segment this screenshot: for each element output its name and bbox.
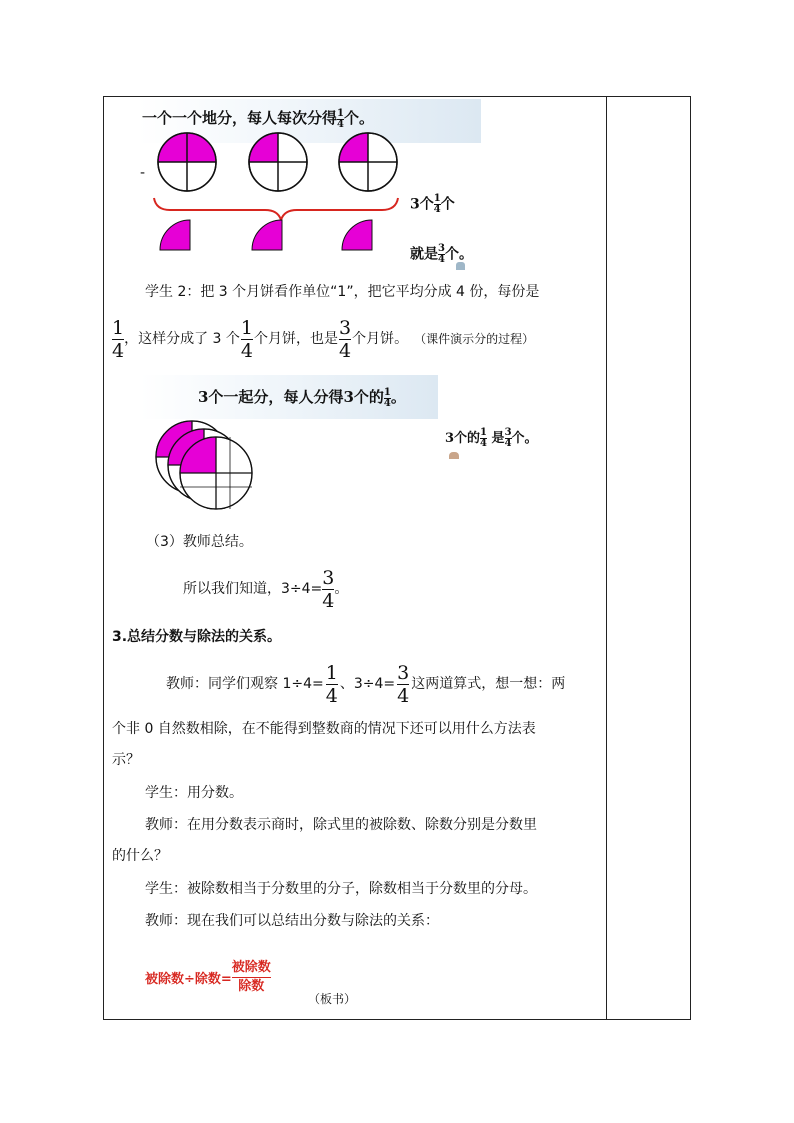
quarter-piece-1 bbox=[160, 220, 190, 250]
mooncake-3 bbox=[339, 133, 397, 191]
figure1-dash: - bbox=[140, 165, 146, 181]
teacher-question2-line1: 教师：在用分数表示商时，除式里的被除数、除数分别是分数里 bbox=[145, 817, 537, 833]
banner2-fraction: $\frac{1}{4}$ bbox=[383, 386, 391, 409]
teacher-question-line1: 教师：同学们观察 1÷4= $\frac{1}{4}$ 、3÷4= $\frac{3}{4}$ 这两道算式，想一想：两 bbox=[166, 661, 566, 707]
board-note: （板书） bbox=[308, 992, 357, 1006]
teacher-question-line2: 个非 0 自然数相除，在不能得到整数商的情况下还可以用什么方法表 bbox=[112, 721, 536, 737]
quarter-piece-3 bbox=[342, 220, 372, 250]
figure2-banner bbox=[140, 375, 438, 419]
grouping-brace bbox=[154, 198, 398, 220]
teacher-question-line3: 示？ bbox=[112, 752, 140, 768]
side-fraction-1: $\frac{1}{4}$ bbox=[480, 427, 488, 449]
fraction-three-quarters: $\frac{3}{4}$ bbox=[339, 316, 352, 362]
quarter-piece-2 bbox=[252, 220, 282, 250]
banner-fraction: $\frac{1}{4}$ bbox=[337, 107, 344, 130]
student2-line2: $\frac{1}{4}$ ，这样分成了 3 个 $\frac{1}{4}$ 个月饼，也是 $\frac{3}{4}$ 个月饼。 （课件演示分的过程） bbox=[112, 316, 535, 362]
teacher-statement: 教师：现在我们可以总结出分数与除法的关系： bbox=[145, 913, 439, 929]
figure1-banner-text: 一个一个地分，每人每次分得$\frac{1}{4}$个。 bbox=[142, 107, 374, 130]
brace-fraction: $\frac{1}{4}$ bbox=[433, 193, 441, 215]
figure2-illustration bbox=[150, 415, 280, 525]
result-fraction: $\frac{3}{4}$ bbox=[438, 243, 445, 265]
fraction-three-quarters: $\frac{3}{4}$ bbox=[397, 661, 410, 707]
brace-label: 3个$\frac{1}{4}$个 bbox=[410, 193, 455, 215]
student-answer-a: 学生：用分数。 bbox=[145, 785, 243, 801]
student-answer-b: 学生：被除数相当于分数里的分子，除数相当于分数里的分母。 bbox=[145, 881, 537, 897]
fraction-three-quarters: $\frac{3}{4}$ bbox=[322, 566, 335, 612]
therefore-line: 所以我们知道，3÷4= $\frac{3}{4}$ 。 bbox=[183, 566, 349, 612]
mooncake-1 bbox=[158, 133, 216, 191]
student2-line1: 学生 2：把 3 个月饼看作单位“1”，把它平均分成 4 份，每份是 bbox=[145, 284, 540, 300]
side-fraction-2: $\frac{3}{4}$ bbox=[504, 427, 512, 449]
figure2-banner-text: 3个一起分，每人分得3个的$\frac{1}{4}$。 bbox=[198, 386, 406, 409]
mooncake-2 bbox=[249, 133, 307, 191]
step3-label: （3）教师总结。 bbox=[146, 534, 253, 550]
section3-heading: 3.总结分数与除法的关系。 bbox=[112, 629, 282, 645]
fraction-one-quarter: $\frac{1}{4}$ bbox=[325, 661, 338, 707]
board-formula: 被除数÷除数= 被除数 除数 bbox=[145, 959, 271, 994]
fraction-one-quarter: $\frac{1}{4}$ bbox=[112, 316, 125, 362]
result-label: 就是$\frac{3}{4}$个。 bbox=[410, 243, 473, 265]
figure2-side-label: 3个的$\frac{1}{4}$ 是$\frac{3}{4}$个。 bbox=[445, 427, 538, 449]
speaker-icon bbox=[449, 452, 459, 459]
stacked-mooncake-front bbox=[180, 437, 252, 509]
column-divider bbox=[606, 97, 607, 1019]
teacher-question2-line2: 的什么？ bbox=[112, 848, 168, 864]
speaker-icon bbox=[456, 262, 465, 270]
formula-fraction: 被除数 除数 bbox=[231, 959, 271, 994]
fraction-one-quarter: $\frac{1}{4}$ bbox=[240, 316, 253, 362]
